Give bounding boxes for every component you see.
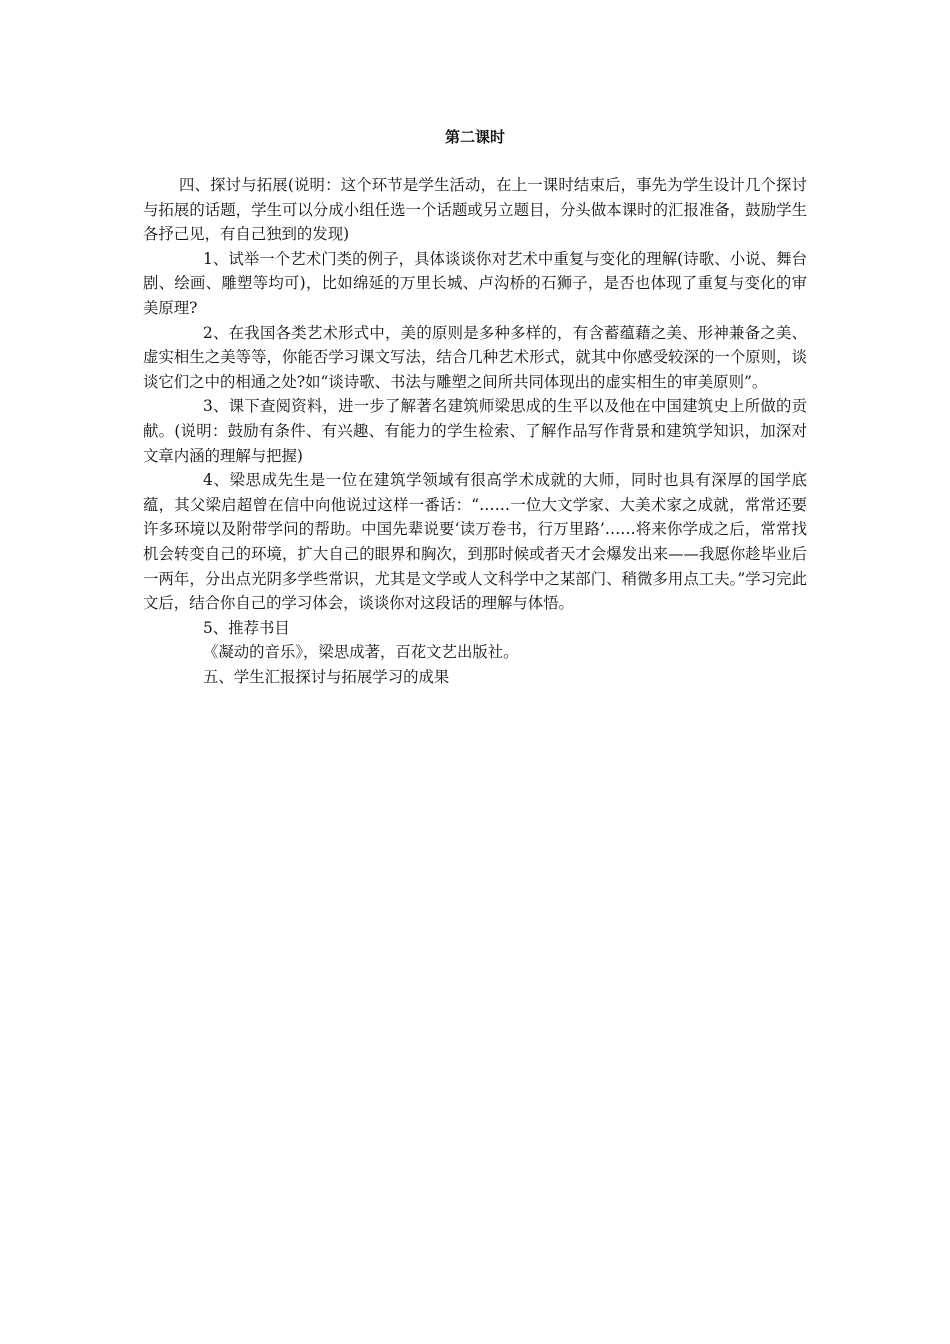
page-title: 第二课时 — [444, 128, 505, 146]
paragraph-item-5: 5、推荐书目 — [203, 618, 290, 637]
paragraph-book-recommendation: 《凝动的音乐》，梁思成著，百花文艺出版社。 — [203, 643, 519, 662]
paragraph-section-five: 五、学生汇报探讨与拓展学习的成果 — [203, 667, 450, 686]
paragraph-section-four: 四、探讨与拓展(说明：这个环节是学生活动，在上一课时结束后，事先为学生设计几个探讨与拓展的话题，学生可以分成小组任选一个话题或另立题目，分头做本课时的汇报准备，鼓励学生各抒己见，有自己独到的发现) — [143, 176, 807, 244]
paragraph-item-1: 1、试举一个艺术门类的例子，具体谈谈你对艺术中重复与变化的理解(诗歌、小说、舞台剧、绘画、雕塑等均可)，比如绵延的万里长城、卢沟桥的石狮子，是否也体现了重复与变化的审美原理? — [143, 249, 807, 317]
paragraph-item-2: 2、在我国各类艺术形式中，美的原则是多种多样的，有含蓄蕴藉之美、形神兼备之美、虚实相生之美等等，你能否学习课文写法，结合几种艺术形式，就其中你感受较深的一个原则，谈谈它们之中的相通之处?如“谈诗歌、书法与雕塑之间所共同体现出的虚实相生的审美原则”。 — [143, 323, 807, 391]
document-body — [143, 173, 807, 689]
paragraph-item-3: 3、课下查阅资料，进一步了解著名建筑师梁思成的生平以及他在中国建筑史上所做的贡献。(说明：鼓励有条件、有兴趣、有能力的学生检索、了解作品写作背景和建筑学知识，加深对文章内涵的理解与把握) — [143, 397, 807, 465]
paragraph-item-4: 4、梁思成先生是一位在建筑学领域有很高学术成就的大师，同时也具有深厚的国学底蕴，其父梁启超曾在信中向他说过这样一番话：“……一位大文学家、大美术家之成就，常常还要许多环境以及附带学问的帮助。中国先辈说要‘读万卷书，行万里路’……将来你学成之后，常常找机会转变自己的环境，扩大自己的眼界和胸次，到那时候或者天才会爆发出来——我愿你趁毕业后一两年，分出点光阴多学些常识，尤其是文学或人文科学中之某部门、稍微多用点工夫。”学习完此文后，结合你自己的学习体会，谈谈你对这段话的理解与体悟。 — [143, 471, 807, 613]
